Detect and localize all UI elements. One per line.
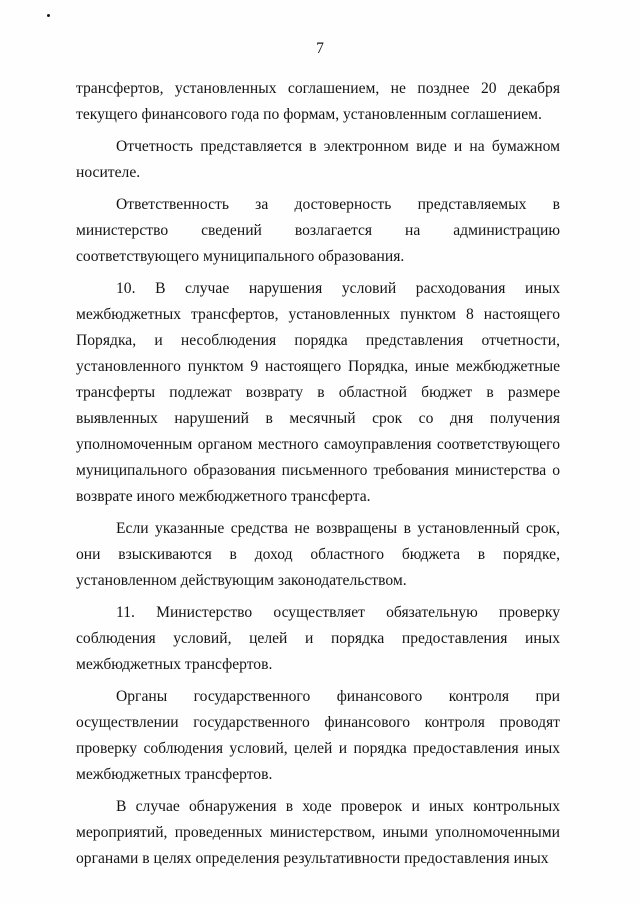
paragraph-7: Органы государственного финансового контроля при осуществлении государственного финансового контроля проводят проверку соблюдения условий, целей и порядка предоставления иных межбюджетных трансфертов. bbox=[76, 688, 560, 783]
paragraph-1: трансфертов, установленных соглашением, не позднее 20 декабря текущего финансового года по формам, установленным соглашением. bbox=[76, 80, 560, 123]
paragraph-4: 10. В случае нарушения условий расходования иных межбюджетных трансфертов, установленных пунктом 8 настоящего Порядка, и несоблюдения порядка представления отчетности, установленного пунктом 9 настоящего Порядка, иные межбюджетные трансферты подлежат возврату в областной бюджет в размере выявленных нарушений в месячный срок со дня получения уполномоченным органом местного самоуправления соответствующего муниципального образования письменного требования министерства о возврате иного межбюджетного трансферта. bbox=[76, 280, 560, 505]
document-body bbox=[76, 76, 560, 878]
paragraph-6: 11. Министерство осуществляет обязательную проверку соблюдения условий, целей и порядка предоставления иных межбюджетных трансфертов. bbox=[76, 604, 560, 673]
paragraph-8: В случае обнаружения в ходе проверок и иных контрольных мероприятий, проведенных министерством, иными уполномоченными органами в целях определения результативности предоставления иных bbox=[76, 798, 560, 867]
paragraph-5: Если указанные средства не возвращены в установленный срок, они взыскиваются в доход областного бюджета в порядке, установленном действующим законодательством. bbox=[76, 520, 560, 589]
paragraph-2: Отчетность представляется в электронном виде и на бумажном носителе. bbox=[76, 138, 560, 181]
scan-artifact-dot bbox=[47, 14, 50, 17]
page-number: 7 bbox=[316, 40, 324, 57]
paragraph-3: Ответственность за достоверность представляемых в министерство сведений возлагается на администрацию соответствующего муниципального образования. bbox=[76, 196, 560, 265]
